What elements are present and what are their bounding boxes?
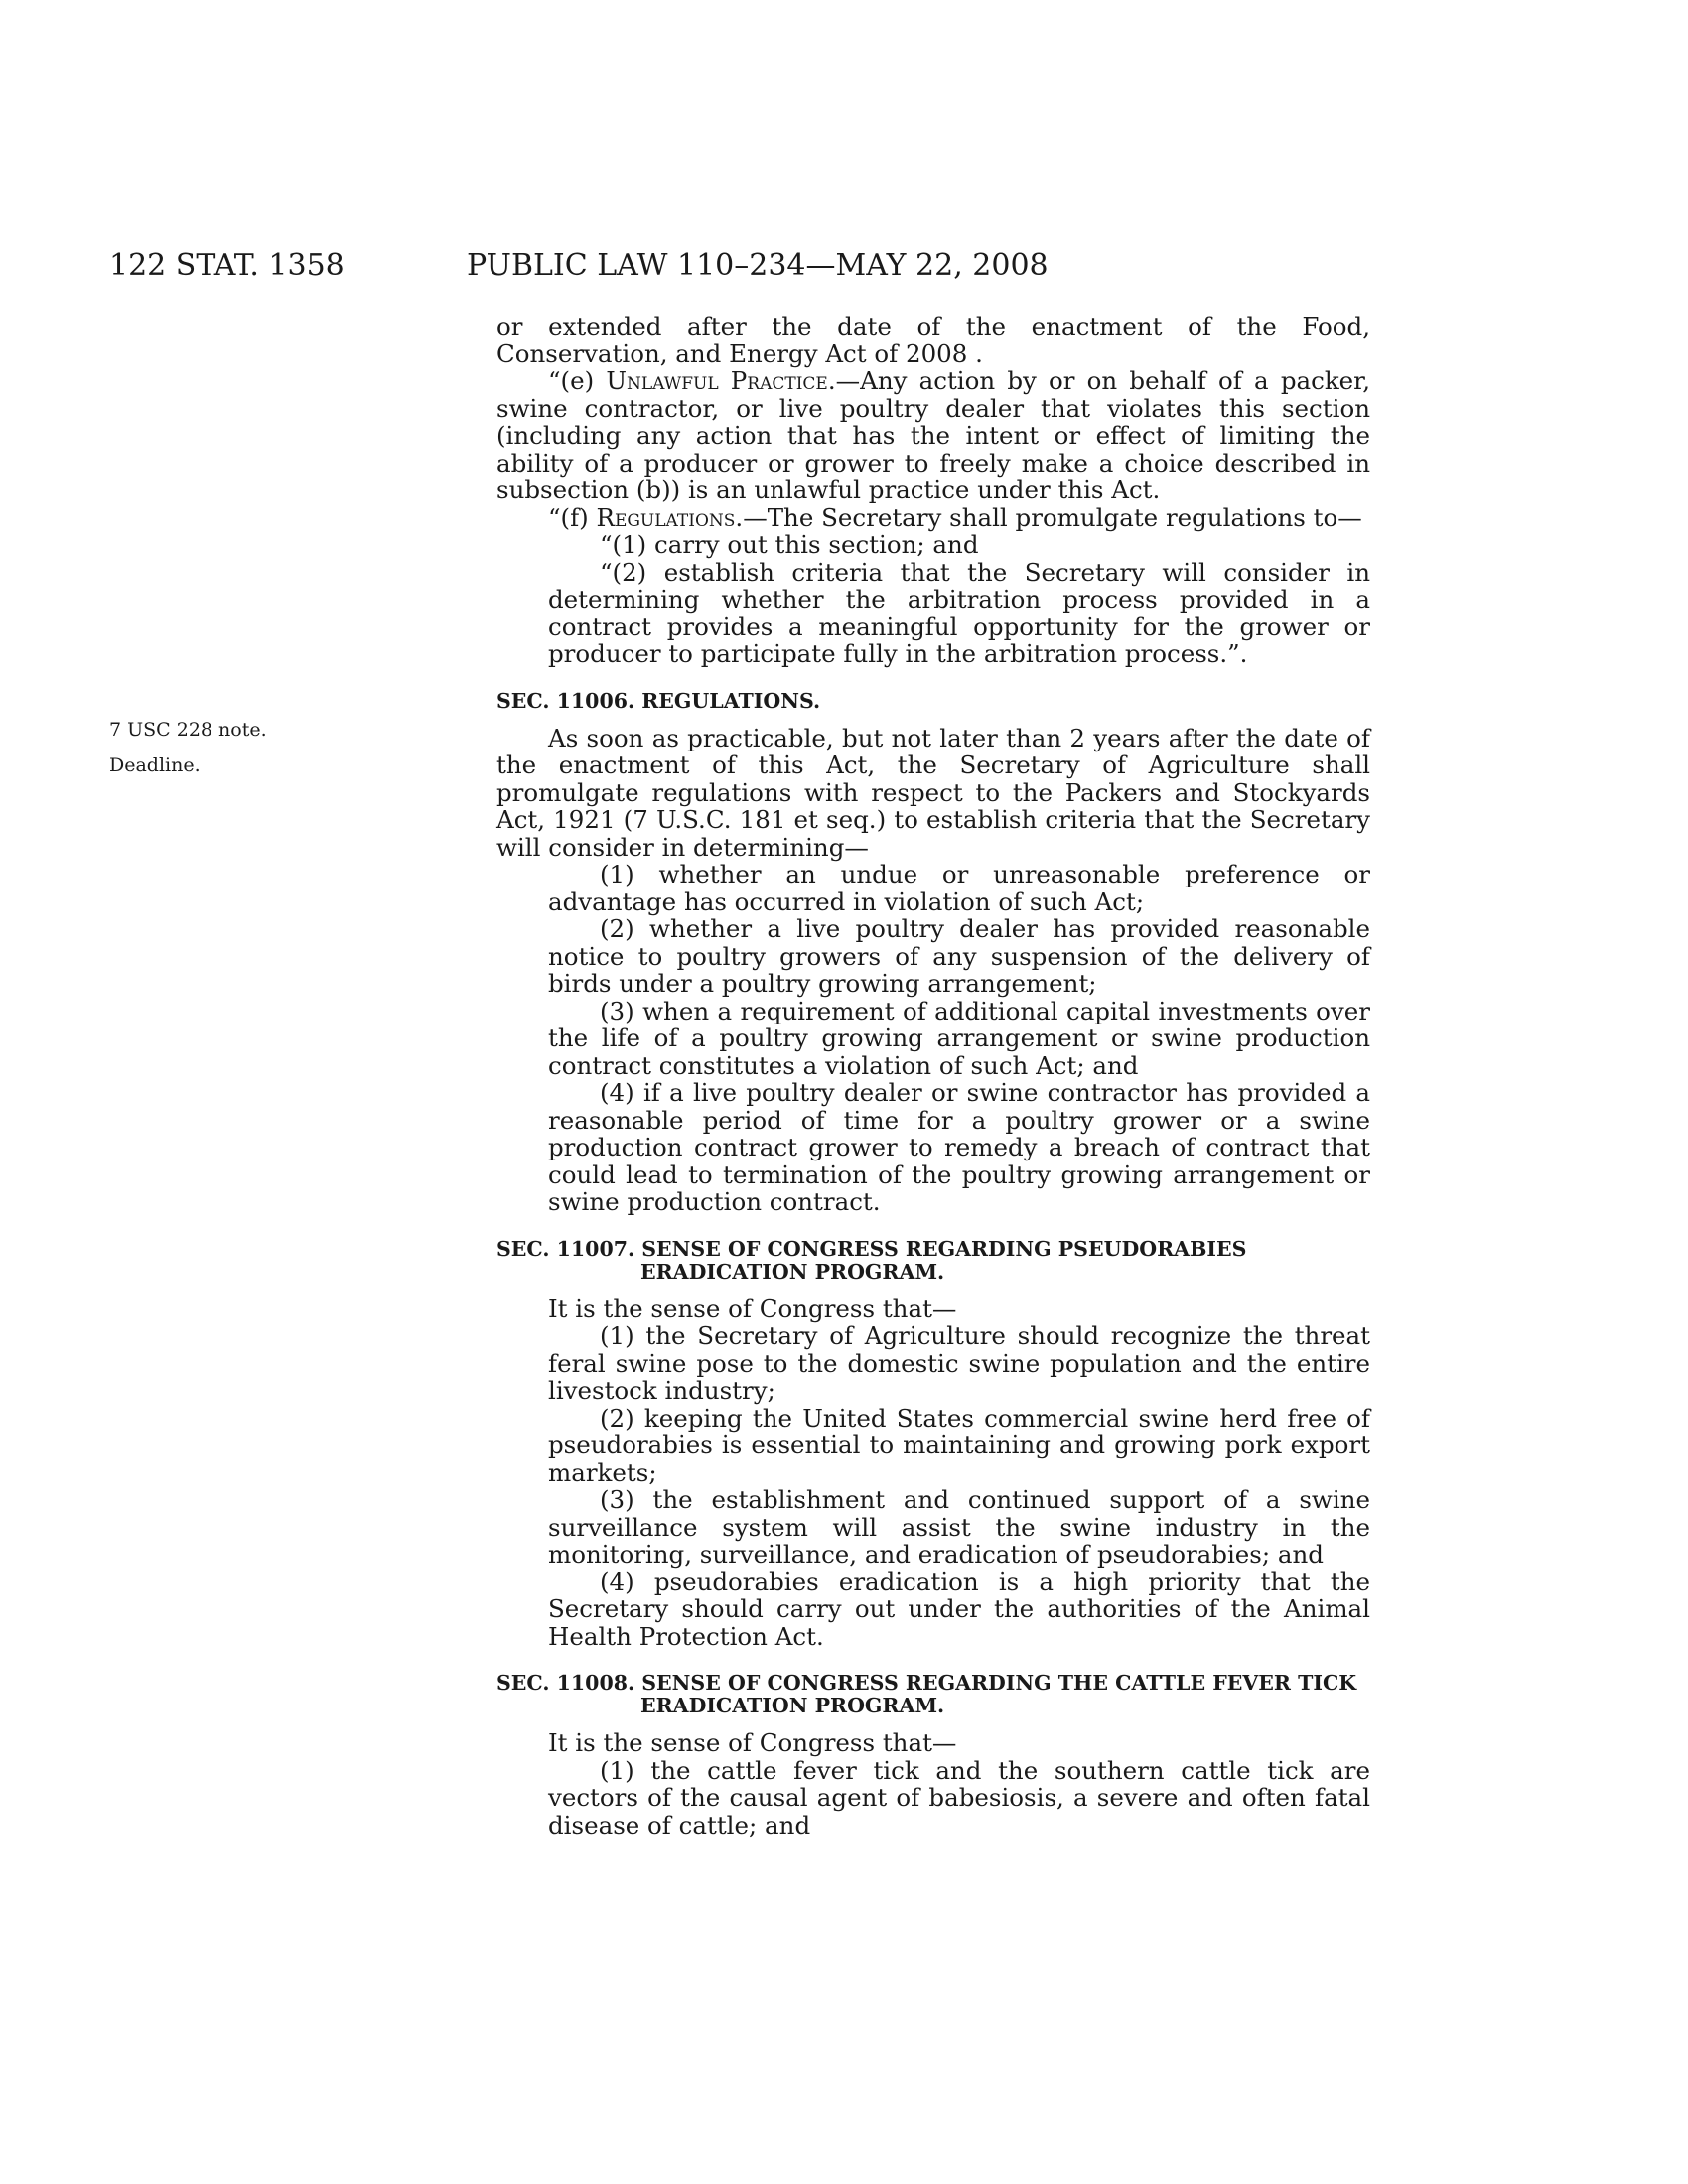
- section-11007-intro: It is the sense of Congress that—: [548, 1294, 957, 1323]
- section-11008-intro: It is the sense of Congress that—: [548, 1728, 957, 1757]
- section-11007-item-2: (2) keeping the United States commercial swine herd free of pseudorabies is essential to maintaining and growing pork export markets;: [548, 1403, 1370, 1487]
- subsection-e-heading: Unlawful Practice: [606, 366, 828, 395]
- section-heading-11006: SEC. 11006. REGULATIONS.: [496, 688, 821, 713]
- stat-citation: 122 STAT. 1358: [109, 248, 345, 283]
- paragraph-f1: “(1) carry out this section; and: [600, 530, 979, 559]
- section-11006-item-3: (3) when a requirement of additional capital investments over the life of a poultry growing arrangement or swine production contract constitutes a violation of such Act; and: [548, 996, 1370, 1080]
- margin-note-usc: 7 USC 228 note.: [109, 719, 267, 741]
- subsection-f-heading: Regulations: [596, 502, 736, 532]
- section-11007-item-4: (4) pseudorabies eradication is a high priority that the Secretary should carry out under the authorities of the Animal Health Protection Act.: [548, 1567, 1370, 1651]
- section-11006-item-2: (2) whether a live poultry dealer has provided reasonable notice to poultry growers of any suspension of the delivery of birds under a poultry growing arrangement;: [548, 914, 1370, 998]
- section-11008-item-1: (1) the cattle fever tick and the southern cattle tick are vectors of the causal agent of babesiosis, a severe and often fatal disease of cattle; and: [548, 1755, 1370, 1840]
- document-body: [496, 313, 1370, 1839]
- margin-note-deadline: Deadline.: [109, 754, 201, 776]
- page-header: [109, 248, 1211, 288]
- section-11006-intro: As soon as practicable, but not later than 2 years after the date of the enactment of this Act, the Secretary of Agriculture shall promulgate regulations with respect to the Packers and Stockyards Act, 1921 (7 U.S.C. 181 et seq.) to establish criteria that the Secretary will consider in determining—: [496, 723, 1370, 862]
- section-11006-item-4: (4) if a live poultry dealer or swine contractor has provided a reasonable period of time for a poultry grower or a swine production contract grower to remedy a breach of contract that could lead to termination of the poultry growing arrangement or swine production contract.: [548, 1078, 1370, 1216]
- public-law-title: PUBLIC LAW 110–234—MAY 22, 2008: [467, 248, 1049, 283]
- subsection-f: “(f) Regulations.—The Secretary shall promulgate regulations to—: [548, 502, 1362, 532]
- subsection-e: “(e) Unlawful Practice.—Any action by or on behalf of a packer, swine contractor, or live poultry dealer that violates this section (including any action that has the intent or effect of limiting the ability of a producer or grower to freely make a choice described in subsection (b)) is an unlawful practice under this Act.: [496, 366, 1370, 504]
- paragraph-f2: “(2) establish criteria that the Secretary will consider in determining whether the arbitration process provided in a contract provides a meaningful opportunity for the grower or producer to participate fully in the arbitration process.”.: [548, 557, 1370, 668]
- section-11006-item-1: (1) whether an undue or unreasonable preference or advantage has occurred in violation of such Act;: [548, 860, 1370, 916]
- continuation-paragraph: or extended after the date of the enactment of the Food, Conservation, and Energy Act of 2008 .: [496, 312, 1370, 368]
- section-11007-item-3: (3) the establishment and continued support of a swine surveillance system will assist the swine industry in the monitoring, surveillance, and eradication of pseudorabies; and: [548, 1485, 1370, 1569]
- section-heading-11007: SEC. 11007. SENSE OF CONGRESS REGARDING PSEUDORABIES ERADICATION PROGRAM.: [496, 1236, 1247, 1284]
- section-11007-item-1: (1) the Secretary of Agriculture should recognize the threat feral swine pose to the domestic swine population and the entire livestock industry;: [548, 1321, 1370, 1405]
- section-heading-11008: SEC. 11008. SENSE OF CONGRESS REGARDING THE CATTLE FEVER TICK ERADICATION PROGRAM.: [496, 1671, 1357, 1717]
